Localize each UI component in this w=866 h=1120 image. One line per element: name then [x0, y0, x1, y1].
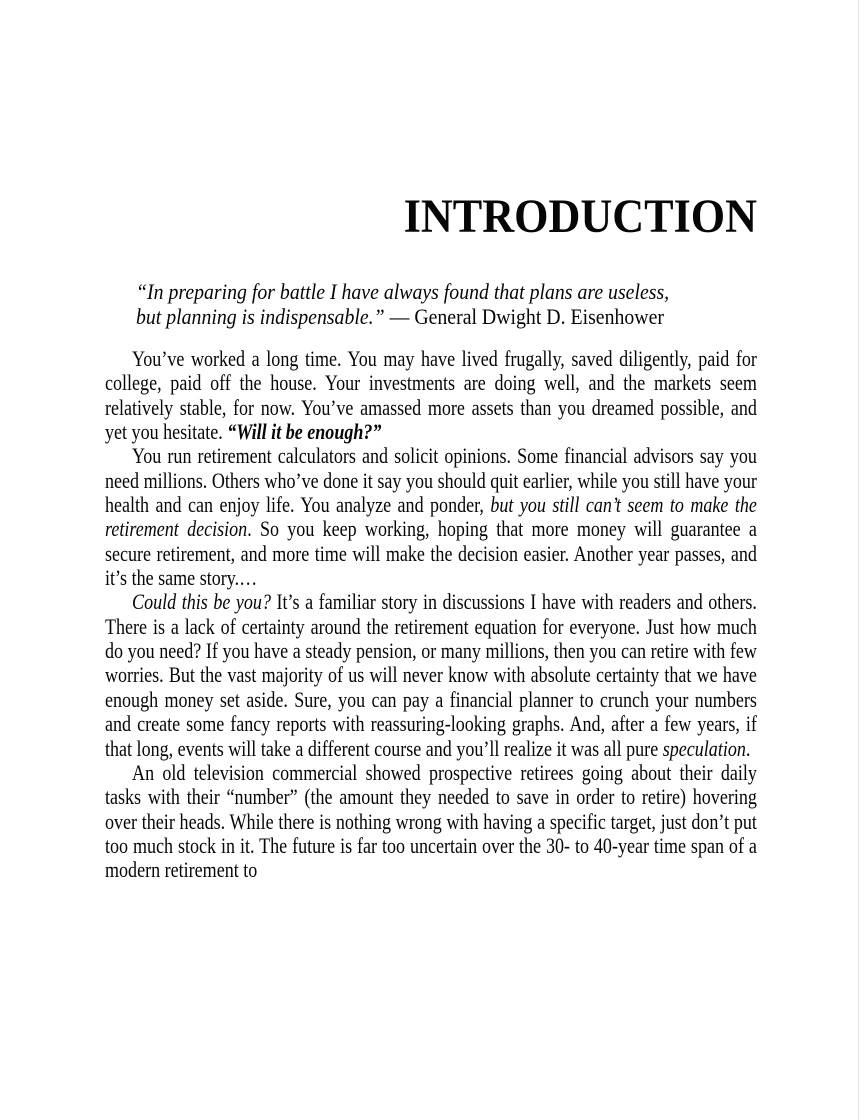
page-edge-divider	[858, 0, 859, 1120]
epigraph-quote	[136, 280, 669, 329]
paragraph-text: You’ve worked a long time. You may have lived frugally, saved diligently, paid for college, paid off the house. Your investments are doing well, and the markets seem relatively stable, for now. You’ve amassed more assets than you dreamed possible, and yet you hesitate.	[105, 346, 757, 445]
paragraph-text: You run retirement calculators and solicit opinions. Some financial advisors say you need millions. Others who’ve done it say you should quit earlier, while you still have your health and can enjoy life. You analyze and ponder,	[105, 443, 757, 518]
epigraph-quote-text-2: but planning is indispensable.”	[136, 303, 385, 329]
emphasis-text: Could this be you?	[132, 589, 271, 615]
paragraph-4	[105, 761, 757, 883]
paragraph-2	[105, 444, 757, 590]
paragraph-3	[105, 590, 757, 760]
epigraph-attribution: — General Dwight D. Eisenhower	[384, 303, 664, 329]
paragraph-1	[105, 347, 757, 444]
chapter-title: INTRODUCTION	[403, 190, 757, 244]
emphasis-text: speculation	[662, 735, 746, 761]
body-text	[105, 347, 757, 883]
paragraph-text: . So you keep working, hoping that more money will guarantee a secure retirement, and more time will make the decision easier. Another year passes, and it’s the same story.…	[105, 516, 757, 591]
emphasis-text: “Will it be enough?”	[227, 419, 382, 445]
paragraph-text: An old television commercial showed prospective retirees going about their daily tasks with their “number” (the amount they needed to save in order to retire) hovering over their heads. While there is nothing wrong with having a specific target, just don’t put too much stock in it. The future is far too uncertain over the 30- to 40-year time span of a modern retirement to	[105, 759, 757, 883]
emphasis-text: but you still can’t seem to make the retirement decision	[105, 492, 757, 542]
paragraph-text: .	[745, 735, 751, 761]
epigraph-quote-text-1: “In preparing for battle I have always found that plans are useless,	[136, 279, 670, 304]
epigraph-line-2	[136, 305, 669, 330]
paragraph-text: It’s a familiar story in discussions I have with readers and others. There is a lack of certainty around the retirement equation for everyone. Just how much do you need? If you have a steady pension, or many millions, then you can retire with few worries. But the vast majority of us will never know with absolute certainty that we have enough money set aside. Sure, you can pay a financial planner to crunch your numbers and create some fancy reports with reassuring-looking graphs. And, after a few years, if that long, events will take a different course and you’ll realize it was all pure	[105, 589, 757, 761]
epigraph-line-1	[136, 280, 669, 305]
